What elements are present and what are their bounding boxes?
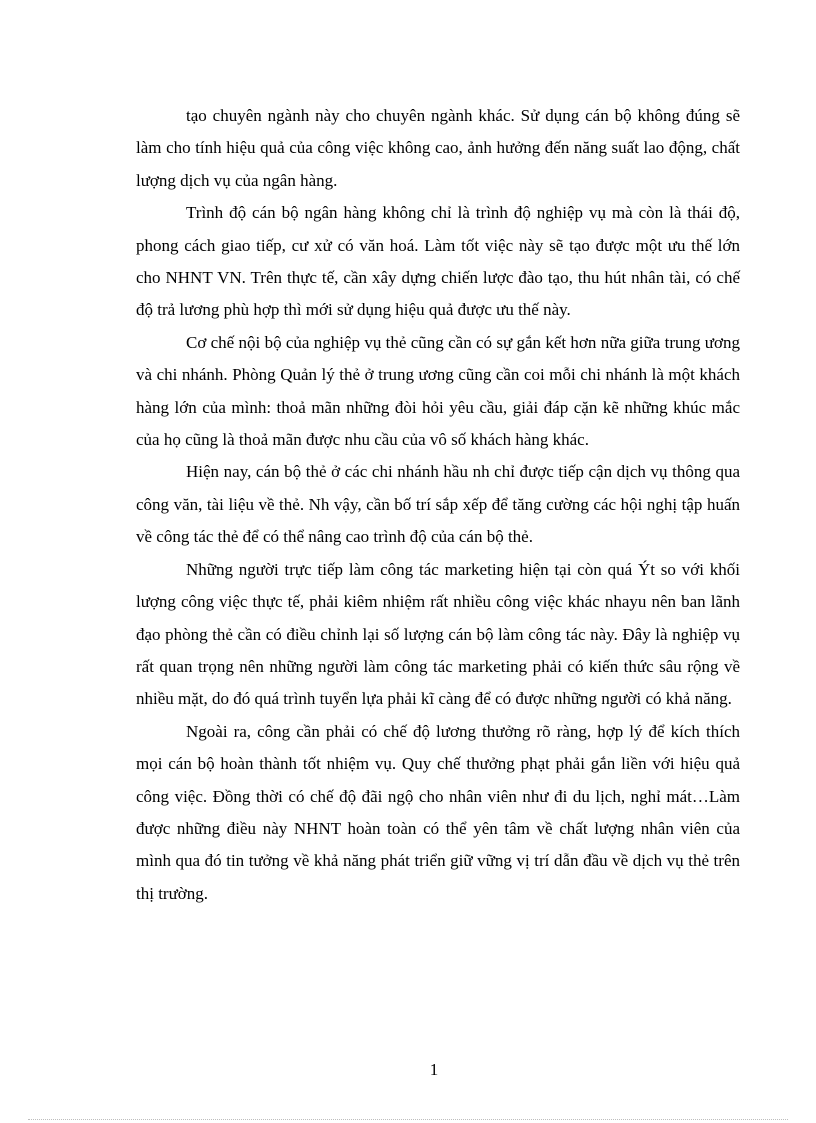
- paragraph: tạo chuyên ngành này cho chuyên ngành khác. Sử dụng cán bộ không đúng sẽ làm cho tính hiệu quả của công việc không cao, ảnh hưởng đến năng suất lao động, chất lượng dịch vụ của ngân hàng.: [136, 106, 740, 190]
- page-bottom-divider: [28, 1119, 788, 1120]
- paragraph: Hiện nay, cán bộ thẻ ở các chi nhánh hầu nh chỉ được tiếp cận dịch vụ thông qua công văn, tài liệu về thẻ. Nh vậy, cần bố trí sắp xếp để tăng cường các hội nghị tập huấn về công tác thẻ để có thể nâng cao trình độ của cán bộ thẻ.: [136, 462, 740, 547]
- page-number: 1: [429, 1060, 439, 1079]
- paragraph: Ngoài ra, công cần phải có chế độ lương thưởng rõ ràng, hợp lý để kích thích mọi cán bộ hoàn thành tốt nhiệm vụ. Quy chế thưởng phạt phải gắn liền với hiệu quả công việc. Đồng thời có chế độ đãi ngộ cho nhân viên như đi du lịch, nghỉ mát…Làm được những điều này NHNT hoàn toàn có thể yên tâm về chất lượng nhân viên của mình qua đó tin tưởng về khả năng phát triển giữ vững vị trí dẫn đầu về dịch vụ thẻ trên thị trường.: [136, 721, 740, 903]
- paragraph: Cơ chế nội bộ của nghiệp vụ thẻ cũng cần có sự gắn kết hơn nữa giữa trung ương và chi nhánh. Phòng Quản lý thẻ ở trung ương cũng cần coi mỗi chi nhánh là một khách hàng lớn của mình: thoả mãn những đòi hỏi yêu cầu, giải đáp cặn kẽ những khúc mắc của họ cũng là thoả mãn được nhu cầu của vô số khách hàng khác.: [136, 332, 740, 450]
- paragraph: Những người trực tiếp làm công tác marketing hiện tại còn quá Ýt so với khối lượng công việc thực tế, phải kiêm nhiệm rất nhiều công việc khác nhayu nên ban lãnh đạo phòng thẻ cần có điều chỉnh lại số lượng cán bộ làm công tác này. Đây là nghiệp vụ rất quan trọng nên những người làm công tác marketing phải có kiến thức sâu rộng về nhiều mặt, do đó quá trình tuyển lựa phải kĩ càng để có được những người có khả năng.: [136, 559, 740, 709]
- document-body: [136, 100, 740, 910]
- paragraph: Trình độ cán bộ ngân hàng không chỉ là trình độ nghiệp vụ mà còn là thái độ, phong cách giao tiếp, cư xử có văn hoá. Làm tốt việc này sẽ tạo được một ưu thế lớn cho NHNT VN. Trên thực tế, cần xây dựng chiến lược đào tạo, thu hút nhân tài, có chế độ trả lương phù hợp thì mới sử dụng hiệu quả được ưu thế này.: [136, 203, 740, 320]
